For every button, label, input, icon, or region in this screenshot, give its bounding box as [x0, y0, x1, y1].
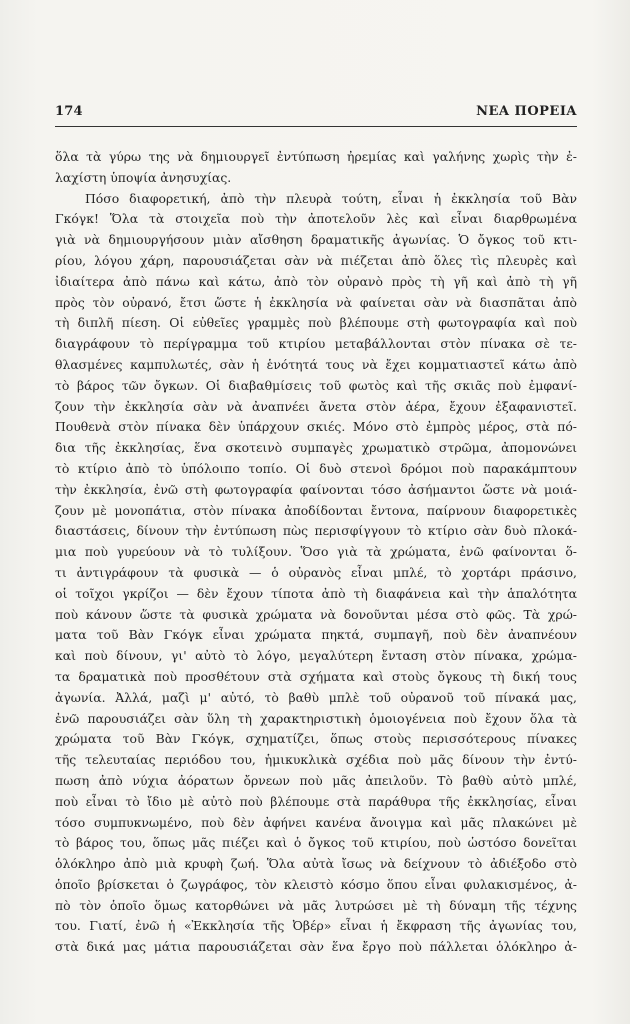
running-title: ΝΕΑ ΠΟΡΕΙΑ: [476, 104, 577, 119]
text-line: διαγράφουν τὸ περίγραμμα τοῦ κτιρίου μεταβάλλονται στὸν πίνακα σὲ τε-: [55, 336, 577, 352]
text-line: τα δραματικὰ ποὺ προσθέτουν στὰ σχήματα καὶ στοὺς ὄγκους τὴ δική τους: [55, 668, 577, 684]
text-line: μια ποὺ γυρεύουν νὰ τὸ τυλίξουν. Ὅσο γιὰ τὰ χρώματα, ἐνῶ φαίνονται ὅ-: [55, 544, 577, 560]
text-line: τόσο συμπυκνωμένο, ποὺ δὲν ἀφήνει κανένα ἄνοιγμα καὶ μᾶς πλακώνει μὲ: [55, 814, 577, 830]
text-line: ἐνῶ παρουσιάζει σὰν ὕλη τὴ χαρακτηριστικὴ ὁμοιογένεια ποὺ ἔχουν ὅλα τὰ: [55, 710, 577, 726]
text-line: διαστάσεις, δίνουν τὴν ἐντύπωση πὼς περισφίγγουν τὸ κτίριο σὰν δυὸ πλοκά-: [55, 523, 577, 539]
text-line: ἰδιαίτερα ἀπὸ πάνω καὶ κάτω, ἀπὸ τὸν οὐρανὸ πρὸς τὴ γῆ καὶ ἀπὸ τὴ γῆ: [55, 273, 577, 289]
page-number: 174: [55, 104, 83, 119]
text-line: ὅλα τὰ γύρω της νὰ δημιουργεῖ ἐντύπωση ἠρεμίας καὶ γαλήνης χωρὶς τὴν ἐ-: [55, 149, 577, 164]
text-line: ἀγωνία. Ἀλλά, μαζὶ μ' αὐτό, τὸ βαθὺ μπλὲ τοῦ οὐρανοῦ τοῦ πίνακά μας,: [55, 689, 577, 705]
text-line: χρώματα τοῦ Βὰν Γκόγκ, σχηματίζει, ὅπως στοὺς περισσότερους πίνακες: [55, 731, 577, 747]
header-rule: [55, 126, 577, 127]
text-line: ζουν τὴν ἐκκλησία σὰν νὰ ἀναπνέει ἄνετα στὸν ἀέρα, ἔχουν ἐξαφανιστεῖ.: [55, 398, 577, 414]
text-line: πὸ τὸν ὁποῖο ὅμως κατορθώνει νὰ μᾶς λυτρώσει μὲ τὴ δύναμη τῆς τέχνης: [55, 897, 577, 913]
text-line: τῆς τελευταίας περιόδου του, ἡμικυκλικὰ σχέδια ποὺ μᾶς δίνουν τὴν ἐντύ-: [55, 752, 577, 768]
text-line: ματα τοῦ Βὰν Γκόγκ εἶναι χρώματα πηκτά, συμπαγῆ, ποὺ δὲν ἀναπνέουν: [55, 627, 577, 643]
text-line: τὴν ἐκκλησία, ἐνῶ στὴ φωτογραφία φαίνονται τόσο ἀσήμαντοι ὥστε νὰ μοιά-: [55, 481, 577, 497]
text-line: ρίου, λόγου χάρη, παρουσιάζεται σὰν νὰ πιέζεται ἀπὸ ὅλες τὶς πλευρὲς καὶ: [55, 252, 577, 268]
text-line: ποὺ εἶναι τὸ ἴδιο μὲ αὐτὸ ποὺ βλέπουμε στὰ παράθυρα τῆς ἐκκλησίας, εἶναι: [55, 793, 577, 809]
text-line: οἱ τοῖχοι γκρίζοι — δὲν ἔχουν τίποτα ἀπὸ τὴ διαφάνεια καὶ τὴν ἁπαλότητα: [55, 585, 577, 601]
text-line: ὁλόκληρο ἀπὸ μιὰ κρυφὴ ζωή. Ὅλα αὐτὰ ἴσως νὰ δείχνουν τὸ ἀδιέξοδο στὸ: [55, 856, 577, 872]
text-line: πωση ἀπὸ νύχια ἀόρατων ὄρνεων ποὺ μᾶς ἀπειλοῦν. Τὸ βαθὺ αὐτὸ μπλέ,: [55, 772, 577, 788]
text-line: πρὸς τὸν οὐρανό, ἔτσι ὥστε ἡ ἐκκλησία νὰ φαίνεται σὰν νὰ διασπᾶται ἀπὸ: [55, 294, 577, 310]
text-line: Γκόγκ! Ὅλα τὰ στοιχεῖα ποὺ τὴν ἀποτελοῦν λὲς καὶ εἶναι διαρθρωμένα: [55, 211, 577, 227]
text-line: θλασμένες καμπυλωτές, σὰν ἡ ἑνότητά τους νὰ ἔχει κομματιαστεῖ κάτω ἀπὸ: [55, 356, 577, 372]
text-line: τὴ διπλῆ πίεση. Οἱ εὐθεῖες γραμμὲς ποὺ βλέπουμε στὴ φωτογραφία καὶ ποὺ: [55, 315, 577, 331]
text-line: στὰ δικά μας μάτια παρουσιάζεται σὰν ἕνα ἔργο ποὺ πάλλεται ὁλόκληρο ἀ-: [55, 939, 577, 955]
text-line: καὶ ποὺ δίνουν, γι' αὐτὸ τὸ λόγο, μεγαλύτερη ἔνταση στὸν πίνακα, χρώμα-: [55, 648, 577, 664]
page-header: [55, 104, 577, 126]
text-line: του. Γιατί, ἐνῶ ἡ «Ἐκκλησία τῆς Ὀβέρ» εἶναι ἡ ἔκφραση τῆς ἀγωνίας του,: [55, 918, 577, 934]
text-line: τὸ βάρος του, ὅπως μᾶς πιέζει καὶ ὁ ὄγκος τοῦ κτιρίου, ποὺ ὡστόσο δονεῖται: [55, 835, 577, 851]
text-line: Πόσο διαφορετική, ἀπὸ τὴν πλευρὰ τούτη, εἶναι ἡ ἐκκλησία τοῦ Βὰν: [85, 190, 577, 206]
text-line: λαχίστη ὑποψία ἀνησυχίας.: [55, 169, 232, 185]
text-line: Πουθενὰ στὸν πίνακα δὲν ὑπάρχουν σκιές. Μόνο στὸ ἐμπρὸς μέρος, στὰ πό-: [55, 419, 577, 435]
text-line: ὁποῖο βρίσκεται ὁ ζωγράφος, τὸν κλειστὸ κόσμο ὅπου εἶναι φυλακισμένος, ἀ-: [55, 876, 577, 892]
text-line: δια τῆς ἐκκλησίας, ἕνα σκοτεινὸ συμπαγὲς χρωματικὸ στρῶμα, ἀπομονώνει: [55, 440, 577, 456]
text-line: τὸ κτίριο ἀπὸ τὸ ὑπόλοιπο τοπίο. Οἱ δυὸ στενοὶ δρόμοι ποὺ παρακάμπτουν: [55, 460, 577, 476]
text-line: τι ἀντιγράφουν τὰ φυσικὰ — ὁ οὐρανὸς εἶναι μπλέ, τὸ χορτάρι πράσινο,: [55, 564, 577, 580]
text-line: ποὺ κάνουν ὥστε τὰ φυσικὰ χρώματα νὰ δονοῦνται μέσα στὸ φῶς. Τὰ χρώ-: [55, 606, 577, 622]
text-line: γιὰ νὰ δημιουργήσουν μιὰν αἴσθηση δραματικῆς ἀγωνίας. Ὁ ὄγκος τοῦ κτι-: [55, 232, 577, 248]
text-line: τὸ βάρος τῶν ὄγκων. Οἱ διαβαθμίσεις τοῦ φωτὸς καὶ τῆς σκιᾶς ποὺ ἐμφανί-: [55, 377, 577, 393]
text-line: ζουν μὲ μονοπάτια, στὸν πίνακα ἀποδίδονται ἔντονα, παίρνουν διαφορετικὲς: [55, 502, 577, 518]
body-text: [55, 147, 577, 958]
